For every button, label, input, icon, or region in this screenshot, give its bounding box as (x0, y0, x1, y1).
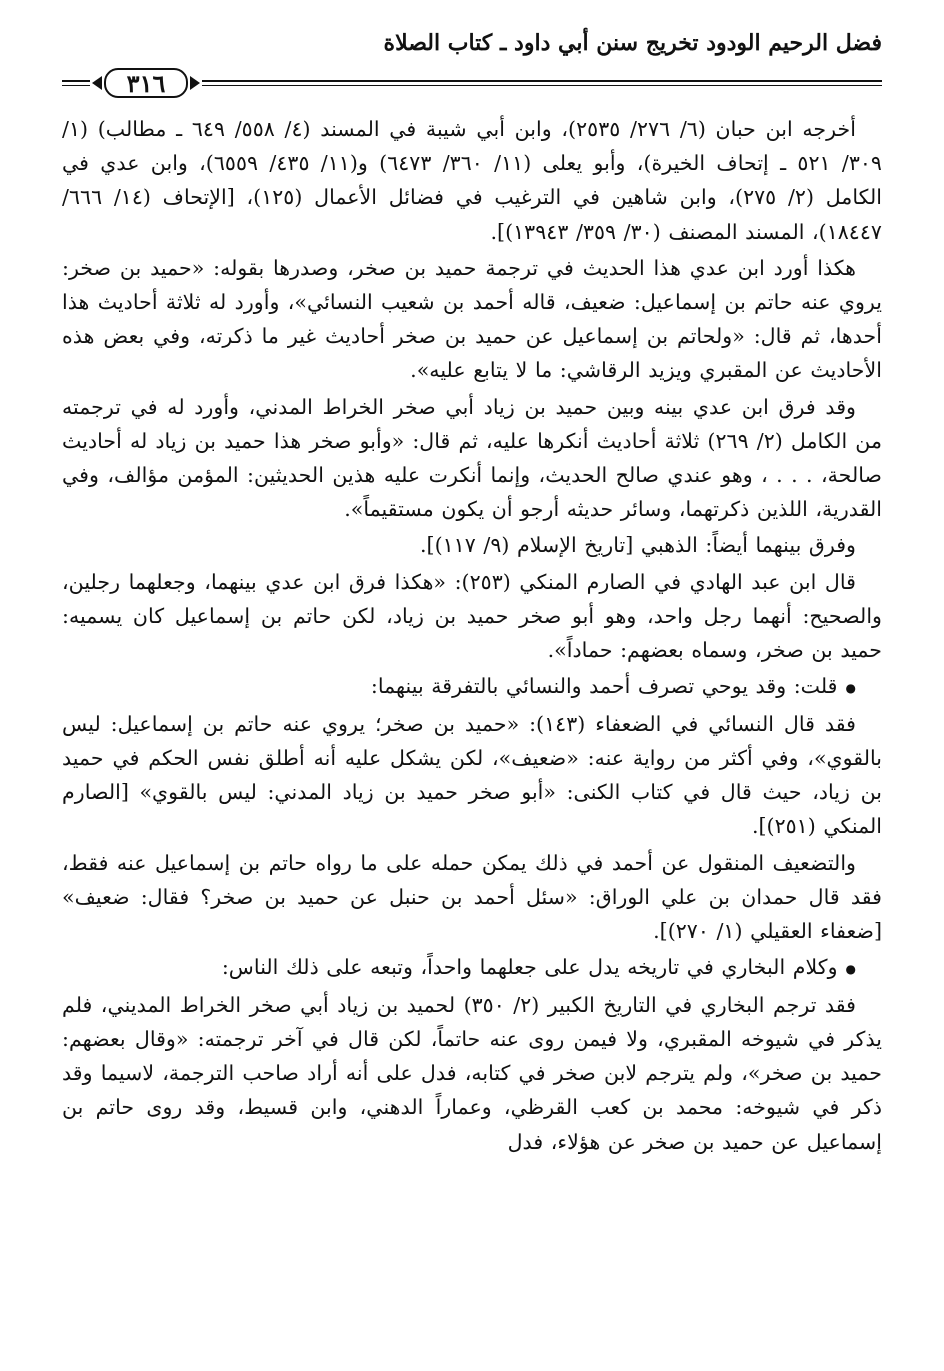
paragraph-takhrij: أخرجه ابن حبان (٦/ ٢٧٦/ ٢٥٣٥)، وابن أبي شيبة في المسند (٤/ ٥٥٨/ ٦٤٩ ـ مطالب) (١/ ٣٠٩/ ٥٢١ ـ إتحاف الخيرة)، وأبو يعلى (١١/ ٣٦٠/ ٦٤٧٣) و(١١/ ٤٣٥/ ٦٥٥٩)، وابن عدي في الكامل (٢/ ٢٧٥)، وابن شاهين في الترغيب في فضائل الأعمال (١٢٥)، [الإتحاف (١٤/ ٦٦٦/ ١٨٤٤٧)، المسند المصنف (٣٠/ ٣٥٩/ ١٣٩٤٣)]. (62, 117, 882, 244)
running-head (62, 30, 882, 62)
paragraph-ahmad: والتضعيف المنقول عن أحمد في ذلك يمكن حمله على ما رواه حاتم بن إسماعيل عنه فقط، فقد قال حمدان بن علي الوراق: «سئل أحمد بن حنبل عن حميد بن صخر؟ فقال: ضعيف» [ضعفاء العقيلي (١/ ٢٧٠)]. (62, 850, 882, 944)
running-title: فضل الرحيم الودود تخريج سنن أبي داود ـ كتاب الصلاة (383, 30, 882, 56)
paragraph-ibn-adi-humayd-ibn-sakhr: هكذا أورد ابن عدي هذا الحديث في ترجمة حميد بن صخر، وصدرها بقوله: «حميد بن صخر: يروي عنه حاتم بن إسماعيل: ضعيف، قاله أحمد بن شعيب النسائي»، وأورد له ثلاثة أحاديث هذا أحدها، ثم قال: «ولحاتم بن إسماعيل عن حميد بن صخر أحاديث غير ما ذكرته، وفي بعض هذه الأحاديث عن المقبري ويزيد الرقاشي: ما لا يتابع عليه». (62, 255, 882, 383)
book-page (62, 30, 882, 1159)
paragraph-ibn-abd-al-hadi: قال ابن عبد الهادي في الصارم المنكي (٢٥٣): «هكذا فرق ابن عدي بينهما، وجعلهما رجلين، والصحيح: أنهما رجل واحد، وهو أبو صخر حميد بن زياد، لكن حاتم بن إسماعيل كان يسميه: حميد بن صخر، وسماه بعضهم: حماداً». (62, 569, 882, 663)
page-body (62, 112, 882, 1159)
page-number-ornament (90, 64, 202, 102)
header-rule (62, 62, 882, 106)
page-number: ٣١٦ (126, 68, 166, 98)
ornament-arrow-right-icon (190, 76, 200, 90)
paragraph-ibn-adi-distinction: وقد فرق ابن عدي بينه وبين حميد بن زياد أبي صخر الخراط المدني، وأورد له في ترجمته من الكامل (٢/ ٢٦٩) ثلاثة أحاديث أنكرها عليه، ثم قال: «وأبو صخر هذا حميد بن زياد له أحاديث صالحة، . . . ، وهو عندي صالح الحديث، وإنما أنكرت عليه هذين الحديثين: المؤمن مؤالف، وفي القدرية، اللذين ذكرتهما، وسائر حديثه أرجو أن يكون مستقيماً». (62, 394, 882, 522)
paragraph-bukhari-bullet: ● وكلام البخاري في تاريخه يدل على جعلهما واحداً، وتبعه على ذلك الناس: (62, 950, 882, 986)
ornament-arrow-left-icon (92, 76, 102, 90)
paragraph-qultu-bullet: ● قلت: وقد يوحي تصرف أحمد والنسائي بالتفرقة بينهما: (62, 669, 882, 705)
paragraph-dhahabi: وفرق بينهما أيضاً: الذهبي [تاريخ الإسلام (٩/ ١١٧)]. (420, 533, 856, 558)
paragraph-bukhari-tarikh: فقد ترجم البخاري في التاريخ الكبير (٢/ ٣٥٠) لحميد بن زياد أبي صخر الخراط المديني، فلم يذكر في شيوخه المقبري، ولا فيمن روى عنه حاتماً، لكن قال في آخر ترجمته: «وقال بعضهم: حميد بن صخر»، ولم يترجم لابن صخر في كتابه، فدل على أنه أراد صاحب الترجمة، لاسيما وقد ذكر في شيوخه: محمد بن كعب القرظي، وعماراً الدهني، وابن قسيط، وقد روى حاتم بن إسماعيل عن حميد بن صخر عن هؤلاء، فدل (62, 992, 882, 1154)
paragraph-nasai: فقد قال النسائي في الضعفاء (١٤٣): «حميد بن صخر؛ يروي عنه حاتم بن إسماعيل: ليس بالقوي»، وفي أكثر من رواية عنه: «ضعيف»، لكن يشكل عليه أنه أطلق نفس الحكم في حميد بن زياد، حيث قال في كتاب الكنى: «أبو صخر حميد بن زياد المدني: ليس بالقوي» [الصارم المنكي (٢٥١)]. (62, 711, 882, 839)
